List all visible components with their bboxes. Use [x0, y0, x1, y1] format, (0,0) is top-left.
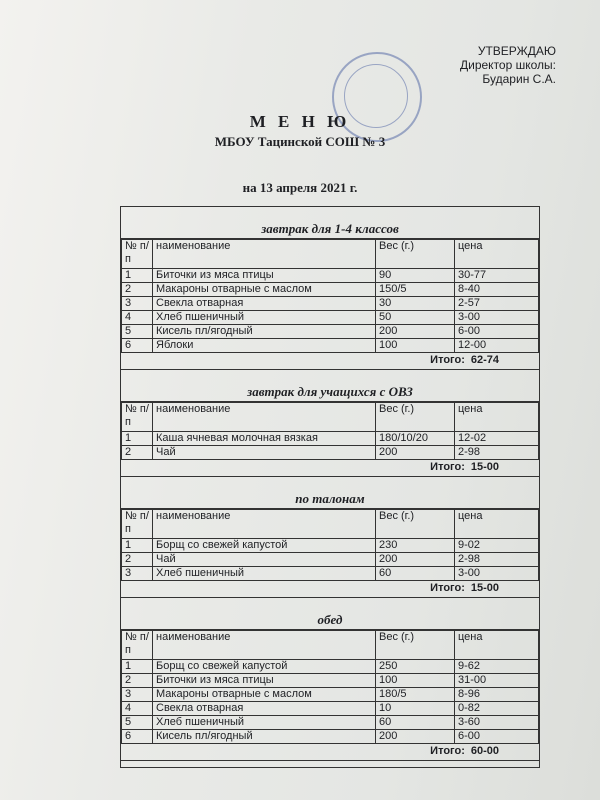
row-num: 2 — [122, 674, 153, 688]
section-title: завтрак для учащихся с ОВЗ — [121, 370, 539, 402]
row-price: 6-00 — [455, 325, 539, 339]
table-row — [122, 660, 539, 674]
row-price: 3-60 — [455, 716, 539, 730]
table-row — [122, 283, 539, 297]
row-num: 1 — [122, 539, 153, 553]
page-title: М Е Н Ю — [249, 112, 351, 131]
row-name: Макароны отварные с маслом — [153, 283, 376, 297]
header-price: цена — [455, 510, 539, 539]
row-price: 12-02 — [455, 432, 539, 446]
menu-table — [121, 509, 539, 581]
row-num: 3 — [122, 688, 153, 702]
menu-table — [121, 630, 539, 744]
row-price: 2-98 — [455, 446, 539, 460]
approval-signatory: Бударин С.А. — [482, 72, 556, 86]
header-name: наименование — [153, 403, 376, 432]
row-weight: 50 — [376, 311, 455, 325]
row-weight: 200 — [376, 730, 455, 744]
table-header-row — [122, 631, 539, 660]
header-name: наименование — [153, 631, 376, 660]
row-price: 9-62 — [455, 660, 539, 674]
table-row — [122, 325, 539, 339]
row-weight: 200 — [376, 553, 455, 567]
header-weight: Вес (г.) — [376, 510, 455, 539]
row-weight: 30 — [376, 297, 455, 311]
table-header-row — [122, 240, 539, 269]
menu-section — [121, 207, 539, 370]
table-header-row — [122, 510, 539, 539]
row-weight: 10 — [376, 702, 455, 716]
row-name: Кисель пл/ягодный — [153, 325, 376, 339]
row-price: 2-98 — [455, 553, 539, 567]
section-title: завтрак для 1-4 классов — [121, 207, 539, 239]
table-row — [122, 674, 539, 688]
menu-table — [121, 239, 539, 353]
table-row — [122, 297, 539, 311]
row-num: 5 — [122, 716, 153, 730]
row-num: 5 — [122, 325, 153, 339]
table-row — [122, 269, 539, 283]
header-weight: Вес (г.) — [376, 240, 455, 269]
row-num: 1 — [122, 432, 153, 446]
row-price: 0-82 — [455, 702, 539, 716]
row-weight: 100 — [376, 674, 455, 688]
table-row — [122, 688, 539, 702]
row-price: 8-40 — [455, 283, 539, 297]
section-title: обед — [121, 598, 539, 630]
row-weight: 250 — [376, 660, 455, 674]
total-value: 60-00 — [470, 745, 499, 757]
total-value: 62-74 — [470, 354, 499, 366]
menu-section — [121, 598, 539, 761]
header-weight: Вес (г.) — [376, 403, 455, 432]
row-weight: 180/10/20 — [376, 432, 455, 446]
row-weight: 230 — [376, 539, 455, 553]
row-weight: 200 — [376, 325, 455, 339]
header-num: № п/п — [122, 631, 153, 660]
total-label: Итого: — [430, 745, 465, 757]
table-row — [122, 702, 539, 716]
row-price: 12-00 — [455, 339, 539, 353]
header-num: № п/п — [122, 403, 153, 432]
table-row — [122, 539, 539, 553]
row-weight: 60 — [376, 716, 455, 730]
header-price: цена — [455, 631, 539, 660]
total-value: 15-00 — [470, 582, 499, 594]
header-price: цена — [455, 240, 539, 269]
section-total — [121, 460, 539, 477]
table-row — [122, 567, 539, 581]
row-num: 2 — [122, 283, 153, 297]
row-price: 6-00 — [455, 730, 539, 744]
row-price: 8-96 — [455, 688, 539, 702]
approval-position: Директор школы: — [460, 58, 556, 72]
row-num: 6 — [122, 339, 153, 353]
row-name: Хлеб пшеничный — [153, 716, 376, 730]
menu-table — [121, 402, 539, 460]
row-num: 6 — [122, 730, 153, 744]
row-price: 30-77 — [455, 269, 539, 283]
section-title: по талонам — [121, 477, 539, 509]
row-weight: 200 — [376, 446, 455, 460]
row-name: Хлеб пшеничный — [153, 311, 376, 325]
row-name: Макароны отварные с маслом — [153, 688, 376, 702]
section-total — [121, 353, 539, 370]
menu-section — [121, 477, 539, 598]
table-row — [122, 339, 539, 353]
row-price: 31-00 — [455, 674, 539, 688]
header-num: № п/п — [122, 510, 153, 539]
row-name: Борщ со свежей капустой — [153, 539, 376, 553]
menu-frame — [120, 206, 540, 768]
section-total — [121, 581, 539, 598]
row-name: Кисель пл/ягодный — [153, 730, 376, 744]
table-row — [122, 553, 539, 567]
table-row — [122, 311, 539, 325]
row-name: Биточки из мяса птицы — [153, 674, 376, 688]
table-row — [122, 716, 539, 730]
row-num: 2 — [122, 553, 153, 567]
row-num: 1 — [122, 660, 153, 674]
table-header-row — [122, 403, 539, 432]
row-weight: 60 — [376, 567, 455, 581]
row-price: 2-57 — [455, 297, 539, 311]
row-num: 3 — [122, 297, 153, 311]
section-total — [121, 744, 539, 761]
row-weight: 150/5 — [376, 283, 455, 297]
row-name: Биточки из мяса птицы — [153, 269, 376, 283]
total-label: Итого: — [430, 461, 465, 473]
total-label: Итого: — [430, 354, 465, 366]
row-num: 4 — [122, 702, 153, 716]
row-num: 1 — [122, 269, 153, 283]
row-weight: 90 — [376, 269, 455, 283]
row-price: 3-00 — [455, 311, 539, 325]
row-name: Яблоки — [153, 339, 376, 353]
menu-section — [121, 370, 539, 477]
header-name: наименование — [153, 240, 376, 269]
menu-date: на 13 апреля 2021 г. — [242, 180, 358, 195]
row-name: Каша ячневая молочная вязкая — [153, 432, 376, 446]
header-num: № п/п — [122, 240, 153, 269]
row-name: Свекла отварная — [153, 702, 376, 716]
table-row — [122, 730, 539, 744]
total-value: 15-00 — [470, 461, 499, 473]
row-weight: 100 — [376, 339, 455, 353]
approval-block — [460, 44, 556, 86]
table-row — [122, 446, 539, 460]
approval-heading: УТВЕРЖДАЮ — [477, 44, 556, 58]
school-name: МБОУ Тацинской СОШ № 3 — [214, 134, 386, 149]
total-label: Итого: — [430, 582, 465, 594]
header-name: наименование — [153, 510, 376, 539]
row-name: Хлеб пшеничный — [153, 567, 376, 581]
row-price: 3-00 — [455, 567, 539, 581]
header-weight: Вес (г.) — [376, 631, 455, 660]
row-name: Борщ со свежей капустой — [153, 660, 376, 674]
row-weight: 180/5 — [376, 688, 455, 702]
row-name: Чай — [153, 446, 376, 460]
row-num: 4 — [122, 311, 153, 325]
table-row — [122, 432, 539, 446]
row-name: Чай — [153, 553, 376, 567]
row-name: Свекла отварная — [153, 297, 376, 311]
row-price: 9-02 — [455, 539, 539, 553]
row-num: 3 — [122, 567, 153, 581]
header-price: цена — [455, 403, 539, 432]
row-num: 2 — [122, 446, 153, 460]
